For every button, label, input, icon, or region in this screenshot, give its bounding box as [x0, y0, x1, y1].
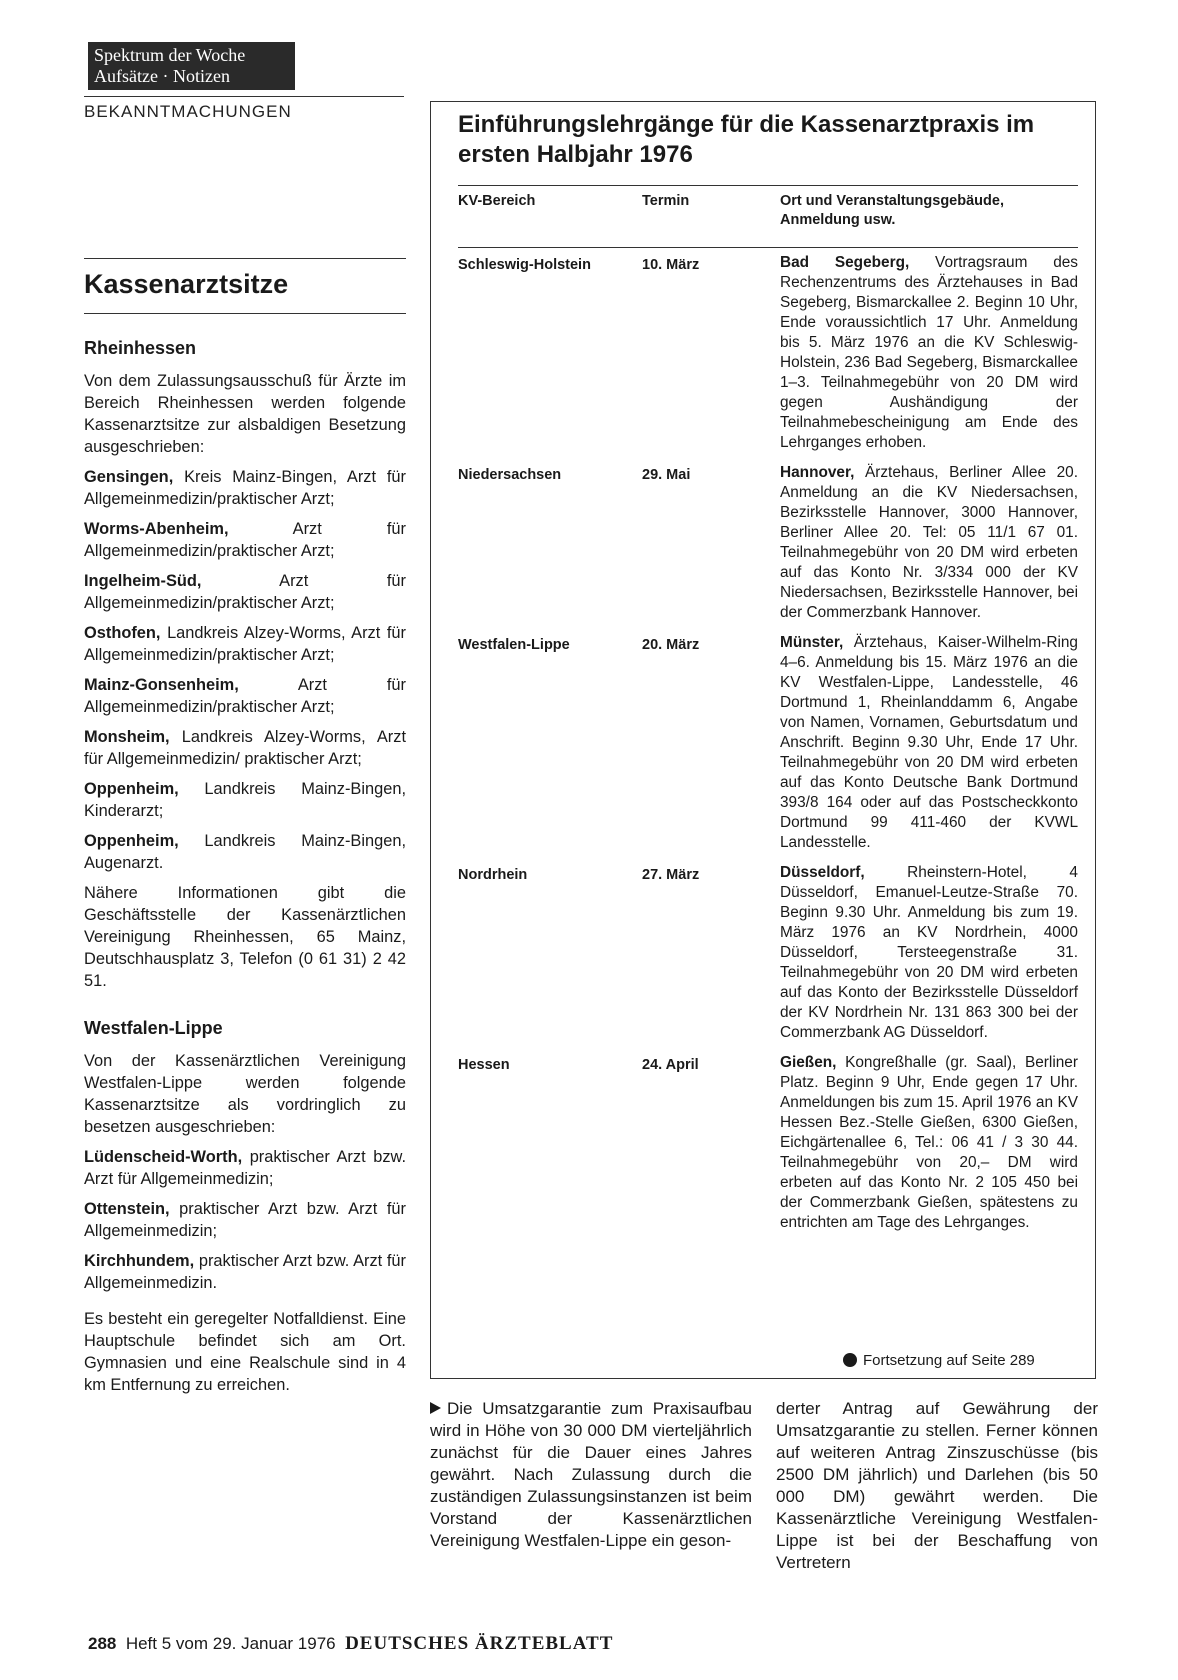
column-header-location: Ort und Veranstaltungsgebäude, Anmeldung usw. — [780, 193, 1004, 228]
column-header-date: Termin — [642, 193, 690, 209]
entry-place: Ottenstein, — [84, 1200, 170, 1218]
entry-description: praktischer Arzt bzw. Arzt für Allgemeinmedizin; — [84, 1200, 406, 1240]
cell-location — [780, 463, 1078, 623]
cell-date: 10. März — [642, 257, 700, 273]
divider — [458, 247, 1078, 248]
table-row — [458, 253, 1078, 453]
cell-date: 27. März — [642, 867, 700, 883]
table-row — [458, 633, 1078, 853]
entry-description: Landkreis Mainz-Bingen, Augenarzt. — [84, 832, 406, 872]
page-footer — [88, 1633, 613, 1655]
entry-place: Lüdenscheid-Worth, — [84, 1148, 243, 1166]
triangle-marker-icon — [430, 1402, 441, 1414]
cell-region: Westfalen-Lippe — [458, 637, 570, 653]
list-item — [84, 1198, 406, 1242]
entry-place: Worms-Abenheim, — [84, 520, 229, 538]
entry-description: Landkreis Alzey-Worms, Arzt für Allgemeinmedizin/ praktischer Arzt; — [84, 728, 406, 768]
list-item — [84, 466, 406, 510]
cell-location — [780, 633, 1078, 853]
location-details: Rheinstern-Hotel, 4 Düsseldorf, Emanuel-Leutze-Straße 70. Beginn 9.30 Uhr. Anmeldung bis zum 19. März 1976 an KV Nordrhein, 4000 Düsseldorf, Tersteegenstraße 31. Teilnahmegebühr von 20 DM wird erbeten auf das Konto der Bezirksstelle Düsseldorf der KV Nordrhein Nr. 131 863 300 bei der Commerzbank AG Düsseldorf. — [780, 864, 1078, 1041]
location-details: Kongreßhalle (gr. Saal), Berliner Platz. Beginn 9 Uhr, Ende gegen 17 Uhr. Anmeldungen bis zum 15. April 1976 an KV Hessen Bez.-Stelle Gießen, 6300 Gießen, Eichgärtenallee 6, Tel.: 06 41 / 3 30 44. Teilnahmegebühr von 20,– DM wird erbeten auf das Konto Nr. 2 105 450 bei der Commerzbank Gießen, spätestens zu entrichten am Tage des Lehrganges. — [780, 1054, 1078, 1231]
entry-place: Kirchhundem, — [84, 1252, 195, 1270]
cell-region: Niedersachsen — [458, 467, 562, 483]
bullet-icon — [843, 1353, 857, 1367]
table-row — [458, 1053, 1078, 1233]
entry-place: Mainz-Gonsenheim, — [84, 676, 239, 694]
issue-info: Heft 5 vom 29. Januar 1976 — [125, 1634, 336, 1653]
location-details: Vortragsraum des Rechenzentrums des Ärztehauses in Bad Segeberg, Bismarckallee 2. Beginn 10 Uhr, Ende voraussichtlich 17 Uhr. Anmeldung bis 5. März 1976 an die KV Schleswig-Holstein, 236 Bad Segeberg, Bismarckallee 1–3. Teilnahmegebühr von 20 DM wird gegen Aushändigung der Teilnahmebescheinigung am Ende des Lehrganges erhoben. — [780, 254, 1079, 451]
westfalen-lippe-list — [84, 1146, 406, 1294]
cell-region: Nordrhein — [458, 867, 528, 883]
entry-description: praktischer Arzt bzw. Arzt für Allgemeinmedizin. — [84, 1252, 406, 1292]
course-table — [458, 253, 1078, 1243]
divider — [84, 96, 404, 97]
section-label: BEKANNTMACHUNGEN — [84, 102, 292, 121]
list-item — [84, 830, 406, 874]
entry-description: Arzt für Allgemeinmedizin/praktischer Arzt; — [84, 676, 406, 716]
cell-date: 24. April — [642, 1057, 699, 1073]
entry-description: Landkreis Alzey-Worms, Arzt für Allgemeinmedizin/praktischer Arzt; — [84, 624, 406, 664]
page-number: 288 — [88, 1634, 117, 1653]
location-name: Hannover, — [780, 464, 855, 481]
entry-description: praktischer Arzt bzw. Arzt für Allgemeinmedizin; — [84, 1148, 406, 1188]
list-item — [84, 622, 406, 666]
entry-place: Monsheim, — [84, 728, 170, 746]
outro-westfalen-lippe: Es besteht ein geregelter Notfalldienst. Eine Hauptschule befindet sich am Ort. Gymnasien und eine Realschule sind in 4 km Entfernung zu erreichen. — [84, 1310, 406, 1394]
article-title: Kassenarztsitze — [84, 269, 289, 299]
table-row — [458, 863, 1078, 1043]
bottom-text-1: Die Umsatzgarantie zum Praxisaufbau wird in Höhe von 30 000 DM vierteljährlich zunächst für die Dauer eines Jahres gewährt. Nach Zulassung durch die zuständigen Zulassungsinstanzen ist beim Vorstand der Kassenärztlichen Vereinigung Westfalen-Lippe ein geson- — [430, 1399, 752, 1550]
cell-region: Hessen — [458, 1057, 510, 1073]
badge-line-1: Spektrum der Woche — [94, 45, 246, 65]
list-item — [84, 1250, 406, 1294]
location-name: Münster, — [780, 634, 844, 651]
divider — [458, 185, 1078, 186]
location-name: Bad Segeberg, — [780, 254, 910, 271]
list-item — [84, 726, 406, 770]
location-name: Gießen, — [780, 1054, 837, 1071]
bottom-column-2: derter Antrag auf Gewährung der Umsatzgarantie zu stellen. Ferner können auf weiteren Antrag Zinszuschüsse (bis 2500 DM jährlich) und Darlehen (bis 50 000 DM) gewährt werden. Die Kassenärztliche Vereinigung Westfalen-Lippe ist bei der Beschaffung von Vertretern — [776, 1399, 1098, 1572]
left-column — [84, 258, 406, 1404]
entry-description: Landkreis Mainz-Bingen, Kinderarzt; — [84, 780, 406, 820]
continuation-note — [843, 1352, 1035, 1369]
location-details: Ärztehaus, Kaiser-Wilhelm-Ring 4–6. Anmeldung bis 15. März 1976 an die KV Westfalen-Lippe, Landesstelle, 46 Dortmund 1, Rheinlanddamm 6, Angabe von Namen, Vornamen, Geburtsdatum und Anschrift. Beginn 9.30 Uhr, Ende 17 Uhr. Teilnahmegebühr von 20 DM wird erbeten auf das Konto Deutsche Bank Dortmund 393/8 164 oder auf das Postscheckkonto Dortmund 99 411-460 der KVWL Landesstelle. — [780, 634, 1078, 851]
divider — [84, 313, 406, 314]
list-item — [84, 570, 406, 614]
cell-date: 29. Mai — [642, 467, 691, 483]
box-title: Einführungslehrgänge für die Kassenarztpraxis im ersten Halbjahr 1976 — [458, 111, 1035, 168]
entry-place: Oppenheim, — [84, 780, 179, 798]
rheinhessen-list — [84, 466, 406, 874]
entry-place: Gensingen, — [84, 468, 174, 486]
location-details: Ärztehaus, Berliner Allee 20. Anmeldung an die KV Niedersachsen, Bezirksstelle Hannover, 3000 Hannover, Berliner Allee 20. Tel: 05 11/1 67 01. Teilnahmegebühr von 20 DM wird erbeten auf das Konto Nr. 3/334 000 der KV Niedersachsen, Bezirksstelle Hannover, bei der Commerzbank Hannover. — [780, 464, 1078, 621]
list-item — [84, 518, 406, 562]
cell-date: 20. März — [642, 637, 700, 653]
section-badge — [88, 42, 295, 90]
divider — [84, 258, 406, 259]
bottom-column-1 — [430, 1398, 752, 1552]
list-item — [84, 1146, 406, 1190]
entry-description: Kreis Mainz-Bingen, Arzt für Allgemeinmedizin/praktischer Arzt; — [84, 468, 406, 508]
cell-location — [780, 253, 1078, 453]
entry-description: Arzt für Allgemeinmedizin/praktischer Arzt; — [84, 520, 406, 560]
badge-line-2: Aufsätze · Notizen — [94, 66, 230, 86]
entry-place: Ingelheim-Süd, — [84, 572, 202, 590]
info-rheinhessen: Nähere Informationen gibt die Geschäftsstelle der Kassenärztlichen Vereinigung Rheinhessen, 65 Mainz, Deutschhausplatz 3, Telefon (0 61 31) 2 42 51. — [84, 884, 406, 990]
list-item — [84, 674, 406, 718]
heading-rheinhessen: Rheinhessen — [84, 338, 197, 358]
intro-westfalen-lippe: Von der Kassenärztlichen Vereinigung Westfalen-Lippe werden folgende Kassenarztsitze als vordringlich zu besetzen ausgeschrieben: — [84, 1052, 406, 1136]
journal-name: DEUTSCHES ÄRZTEBLATT — [345, 1633, 614, 1654]
continuation-text: Fortsetzung auf Seite 289 — [863, 1352, 1035, 1369]
cell-location — [780, 863, 1078, 1043]
entry-place: Oppenheim, — [84, 832, 179, 850]
location-name: Düsseldorf, — [780, 864, 865, 881]
heading-westfalen-lippe: Westfalen-Lippe — [84, 1018, 223, 1038]
entry-place: Osthofen, — [84, 624, 161, 642]
cell-region: Schleswig-Holstein — [458, 257, 591, 273]
cell-location — [780, 1053, 1078, 1233]
table-row — [458, 463, 1078, 623]
entry-description: Arzt für Allgemeinmedizin/praktischer Arzt; — [84, 572, 406, 612]
list-item — [84, 778, 406, 822]
intro-rheinhessen: Von dem Zulassungsausschuß für Ärzte im Bereich Rheinhessen werden folgende Kassenarztsitze zur alsbaldigen Besetzung ausgeschrieben: — [84, 372, 406, 456]
column-header-region: KV-Bereich — [458, 193, 536, 209]
